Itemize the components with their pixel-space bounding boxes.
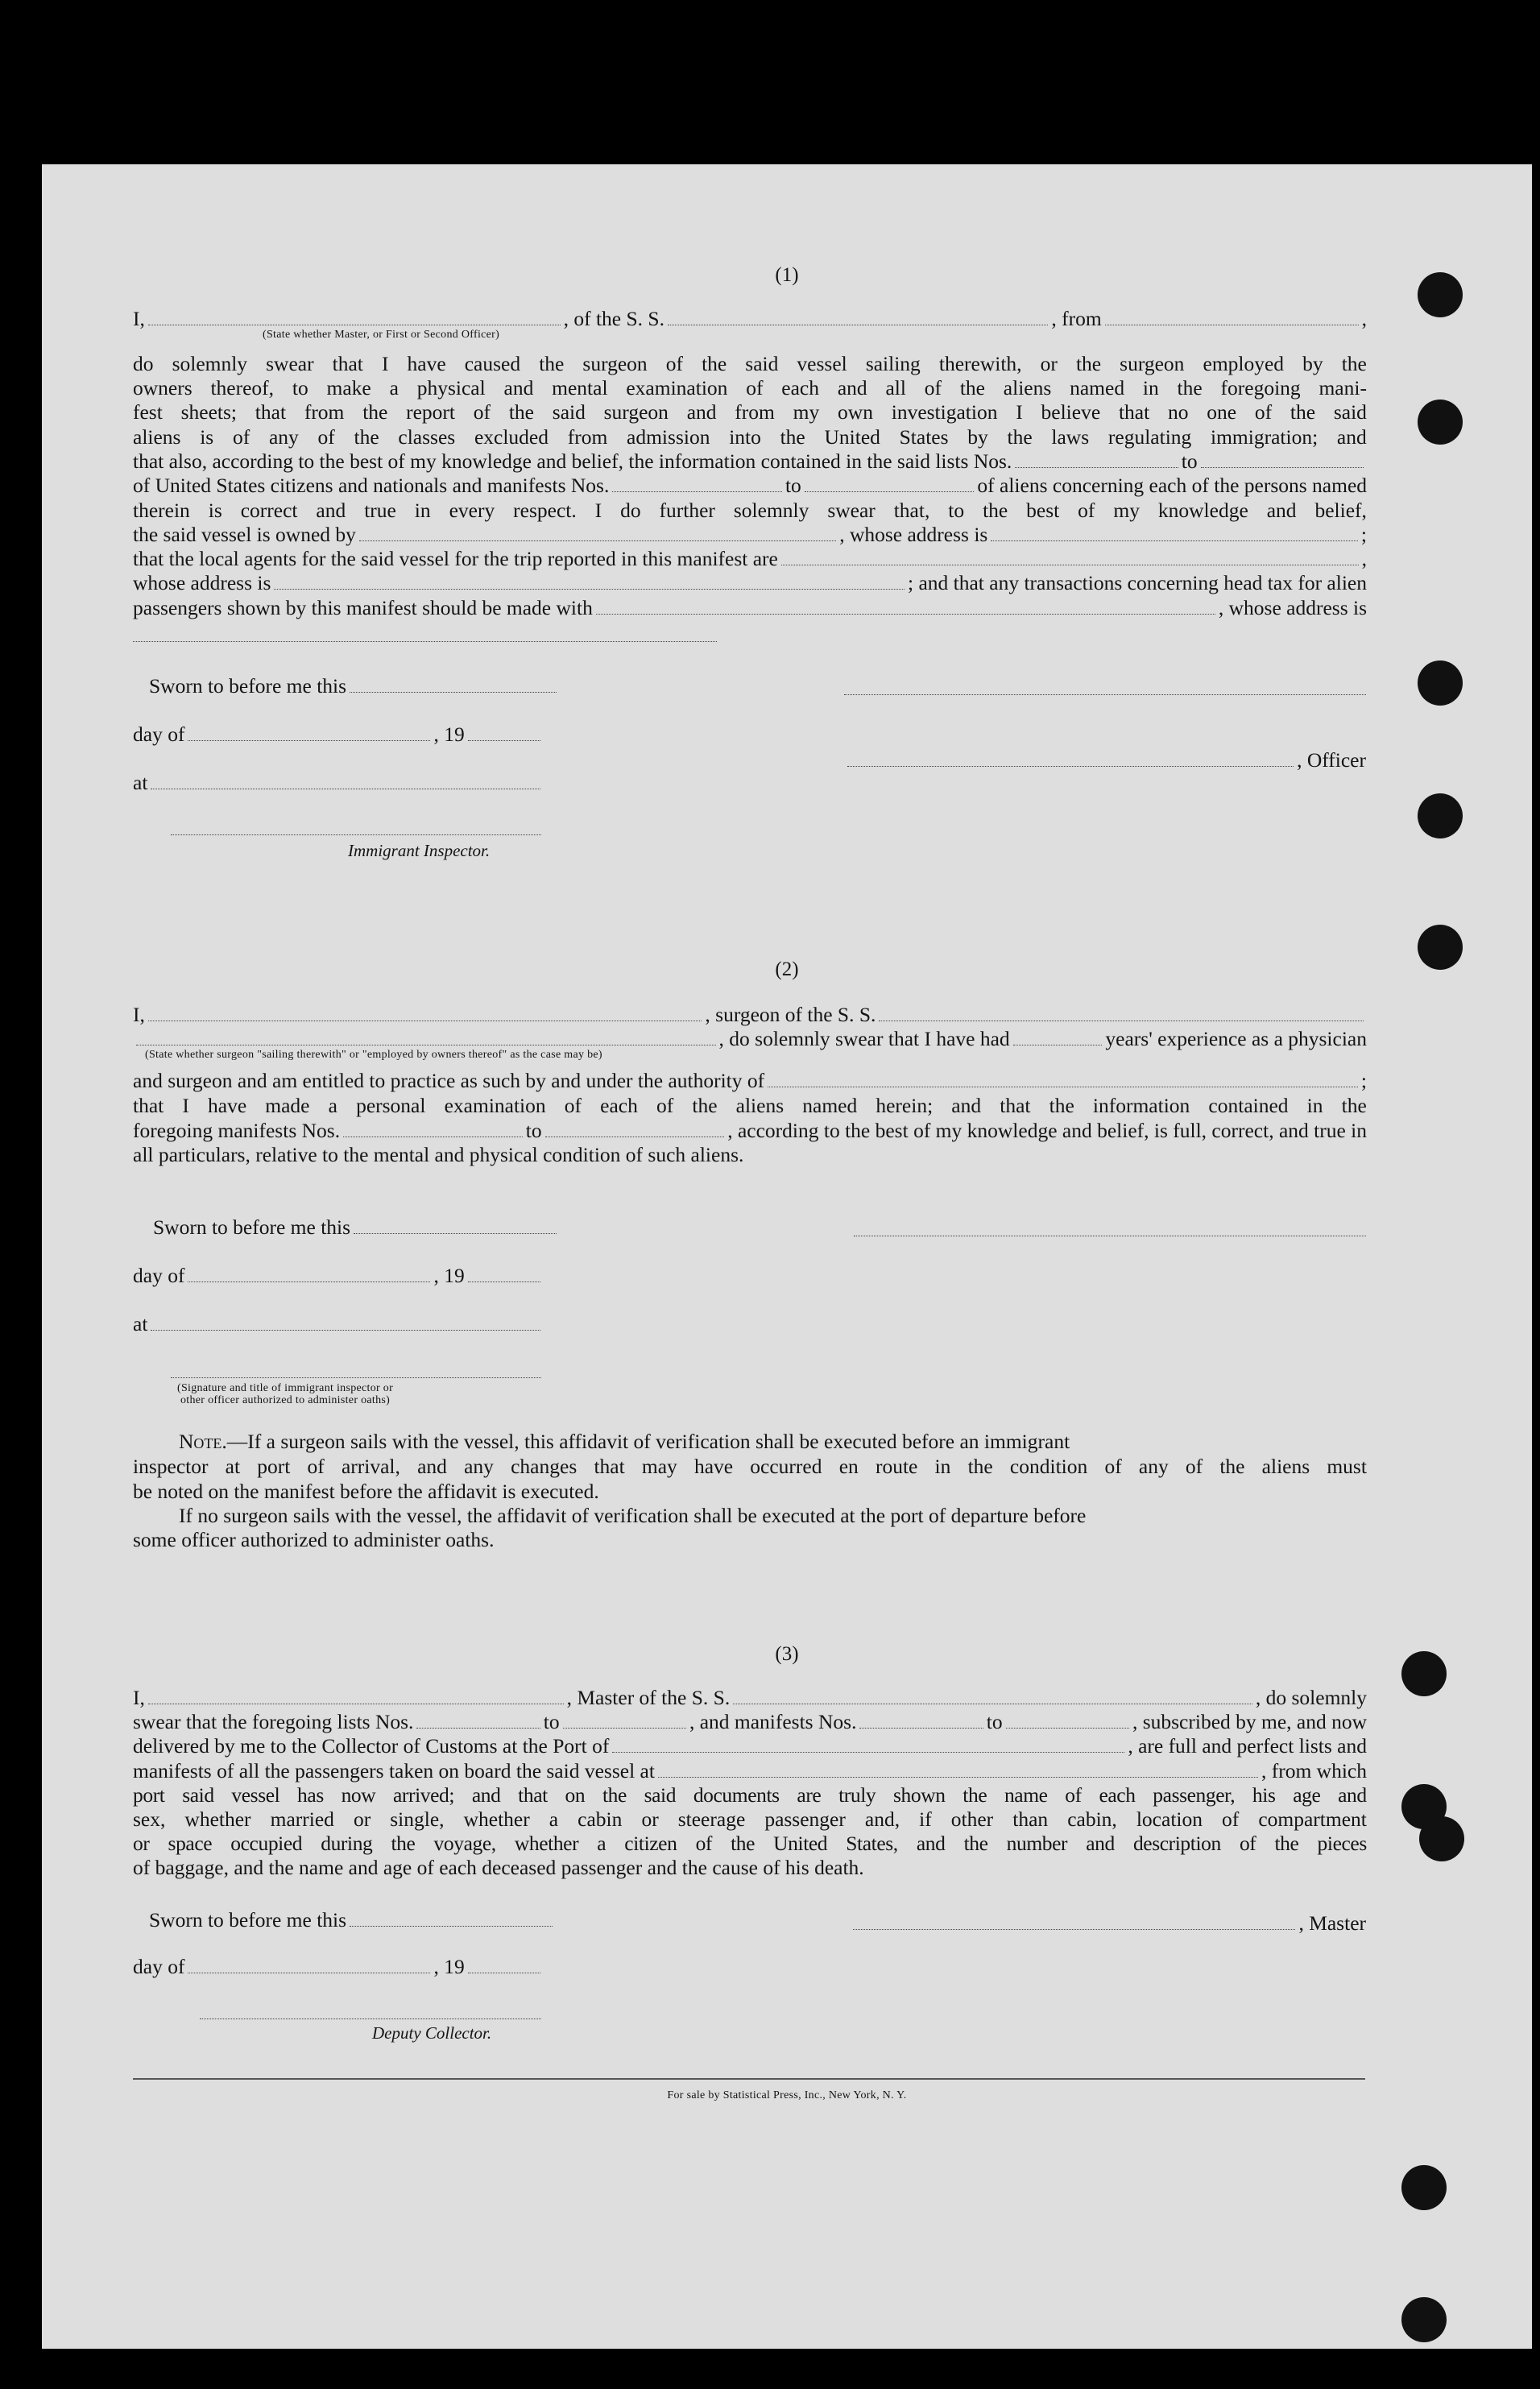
s2-at-line: at bbox=[133, 1311, 544, 1337]
punch-hole bbox=[1418, 660, 1463, 706]
punch-hole bbox=[1418, 793, 1463, 838]
s2-note-line: Note.—If a surgeon sails with the vessel, this affidavit of verification shall be executed before an immigrant bbox=[179, 1430, 1070, 1453]
s2-paragraph-line: foregoing manifests Nos. to , according to the best of my knowledge and belief, is full, correct, and true in bbox=[133, 1119, 1368, 1142]
s1-signature-line bbox=[844, 694, 1366, 695]
s1-paragraph-line: of United States citizens and nationals and manifests Nos. to of aliens concerning each of the persons named bbox=[133, 474, 1368, 497]
s3-paragraph-line: manifests of all the passengers taken on board the said vessel at , from which bbox=[133, 1759, 1367, 1782]
s1-sworn-line: Sworn to before me this bbox=[149, 673, 560, 699]
s2-note-line: If no surgeon sails with the vessel, the affidavit of verification shall be executed at the port of departure before bbox=[179, 1504, 1087, 1527]
s1-paragraph-line: owners thereof, to make a physical and mental examination of each and all of the aliens named in the foregoing mani- bbox=[133, 376, 1367, 400]
s3-paragraph-line: port said vessel has now arrived; and that on the said documents are truly shown the name of each passenger, his age and bbox=[133, 1783, 1367, 1807]
s3-paragraph-line: swear that the foregoing lists Nos. to , and manifests Nos. to , subscribed by me, and now bbox=[133, 1710, 1368, 1733]
s2-line-1: I, , surgeon of the S. S. bbox=[133, 1002, 1367, 1028]
punch-hole bbox=[1401, 2297, 1447, 2342]
s1-paragraph-line: passengers shown by this manifest should be made with , whose address is bbox=[133, 596, 1367, 619]
s2-surgeon-note: (State whether surgeon "sailing therewith" or "employed by owners thereof" as the case may be) bbox=[145, 1049, 602, 1061]
s3-paragraph-line: I, , Master of the S. S. , do solemnly bbox=[133, 1686, 1367, 1709]
s1-paragraph-line: therein is correct and true in every respect. I do further solemnly swear that, to the best of my knowledge and belief, bbox=[133, 499, 1367, 522]
s3-paragraph-line: delivered by me to the Collector of Customs at the Port of , are full and perfect lists and bbox=[133, 1734, 1367, 1758]
punch-hole bbox=[1418, 400, 1463, 445]
s2-paragraph-line: all particulars, relative to the mental and physical condition of such aliens. bbox=[133, 1143, 744, 1166]
s1-paragraph-line: that also, according to the best of my knowledge and belief, the information contained in the said lists Nos. to bbox=[133, 449, 1367, 474]
s1-line-1: I, , of the S. S. , from , bbox=[133, 307, 1367, 330]
section-3-number: (3) bbox=[775, 1643, 799, 1665]
s1-officer-note: (State whether Master, or First or Second Officer) bbox=[263, 329, 500, 341]
s1-paragraph-line: the said vessel is owned by , whose address is ; bbox=[133, 523, 1367, 546]
s3-collector-line bbox=[200, 2018, 541, 2019]
s2-note-line: be noted on the manifest before the affidavit is executed. bbox=[133, 1480, 599, 1503]
s2-paragraph-line: that I have made a personal examination of each of the aliens named herein; and that the information contained in the bbox=[133, 1094, 1367, 1117]
s3-master-line: , Master bbox=[850, 1911, 1366, 1936]
s1-inspector-caption: Immigrant Inspector. bbox=[348, 841, 491, 860]
s1-officer-line: , Officer bbox=[844, 747, 1366, 773]
s1-paragraph-line: do solemnly swear that I have caused the surgeon of the said vessel sailing therewith, or the surgeon employed by the bbox=[133, 352, 1367, 375]
s2-inspector-line bbox=[171, 1377, 541, 1378]
s3-collector-caption: Deputy Collector. bbox=[372, 2023, 492, 2043]
footer-printer-note: For sale by Statistical Press, Inc., New York, N. Y. bbox=[667, 2089, 907, 2101]
s1-paragraph-line: whose address is ; and that any transactions concerning head tax for alien bbox=[133, 571, 1367, 594]
s1-paragraph-line: aliens is of any of the classes excluded from admission into the United States by the laws regulating immigration; and bbox=[133, 425, 1367, 449]
s1-at-line: at bbox=[133, 770, 544, 796]
s1-paragraph-line: fest sheets; that from the report of the said surgeon and from my own investigation I believe that no one of the said bbox=[133, 400, 1367, 424]
s2-sworn-line: Sworn to before me this bbox=[153, 1215, 560, 1240]
s3-paragraph-line: or space occupied during the voyage, whether a citizen of the United States, and the number and description of the pieces bbox=[133, 1832, 1367, 1855]
punch-hole bbox=[1401, 2165, 1447, 2210]
s1-day-line: day of , 19 bbox=[133, 722, 544, 747]
footer-rule bbox=[133, 2078, 1365, 2080]
section-2-number: (2) bbox=[775, 958, 799, 980]
s3-day-line: day of , 19 bbox=[133, 1954, 544, 1980]
s3-sworn-line: Sworn to before me this bbox=[149, 1907, 556, 1933]
s2-signature-note-1: (Signature and title of immigrant inspector or bbox=[177, 1382, 394, 1394]
s2-signature-note-2: other officer authorized to administer oaths) bbox=[180, 1394, 391, 1406]
section-1-number: (1) bbox=[775, 264, 799, 286]
s2-day-line: day of , 19 bbox=[133, 1263, 544, 1289]
s1-paragraph-line: that the local agents for the said vessel for the trip reported in this manifest are , bbox=[133, 547, 1367, 570]
s1-inspector-line bbox=[171, 834, 541, 835]
s1-continuation-rule bbox=[133, 641, 717, 642]
punch-hole bbox=[1419, 1816, 1464, 1861]
s2-paragraph-line: and surgeon and am entitled to practice as such by and under the authority of ; bbox=[133, 1069, 1367, 1092]
s3-paragraph-line: of baggage, and the name and age of each deceased passenger and the cause of his death. bbox=[133, 1856, 864, 1879]
s3-paragraph-line: sex, whether married or single, whether a cabin or steerage passenger and, if other than cabin, location of compartment bbox=[133, 1807, 1367, 1831]
s2-note-line: inspector at port of arrival, and any changes that may have occurred en route in the condition of any of the aliens must bbox=[133, 1455, 1367, 1478]
s2-note-line: some officer authorized to administer oaths. bbox=[133, 1528, 495, 1551]
s2-line-2: , do solemnly swear that I have had years' experience as a physician bbox=[133, 1026, 1367, 1052]
